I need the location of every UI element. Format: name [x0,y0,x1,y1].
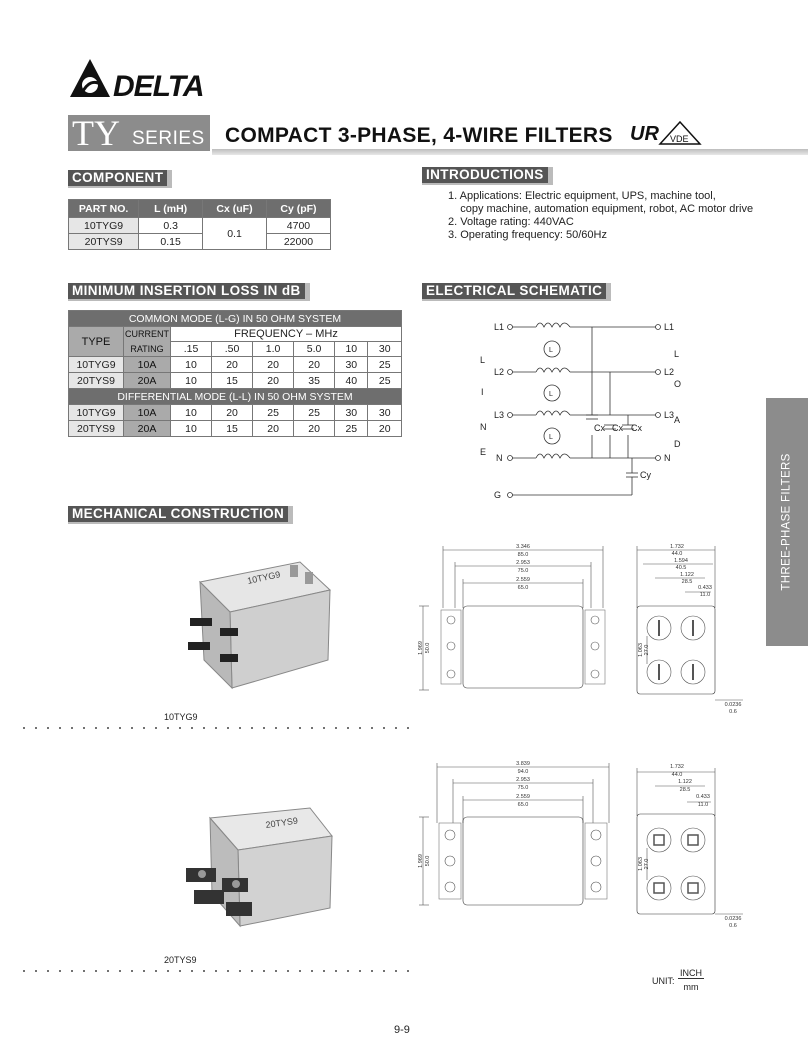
loss-cell: 10 [171,421,212,437]
rating-header-1: CURRENT [124,327,171,342]
series-letters: TY [72,113,120,153]
dim-label: 1.594 [674,558,688,564]
rating-cell: 10A [124,405,171,421]
freq-cell: .15 [171,342,212,357]
mechanical-heading: MECHANICAL CONSTRUCTION [68,506,293,524]
cx-label: Cx [612,423,623,433]
left-label: L3 [494,410,505,420]
dim-label: 1.122 [678,779,692,785]
intro-list [448,190,768,242]
dim-label: 0.6 [729,709,737,715]
dim-label: 1.063 [638,857,644,871]
l-cell: 0.3 [139,218,203,234]
rating-cell: 20A [124,421,171,437]
choke-label: L [549,434,553,441]
product-photo-20tys9 [180,798,340,948]
page-title: COMPACT 3-PHASE, 4-WIRE FILTERS [225,124,613,147]
dim-label: 1.732 [670,764,684,770]
dim-label: 28.5 [679,787,691,793]
cy-cell: 4700 [266,218,330,234]
loss-cell: 25 [368,357,402,373]
product-caption: 10TYG9 [164,712,198,722]
line-letter: I [481,387,484,397]
rating-cell: 20A [124,373,171,389]
col-part: PART NO. [69,200,139,218]
dim-label: 0.6 [729,923,737,929]
loss-cell: 25 [253,405,294,421]
rating-header-2: RATING [124,342,171,357]
unit-prefix: UNIT: [652,976,675,986]
l-cell: 0.15 [139,234,203,250]
product-caption: 20TYS9 [164,955,197,965]
loss-cell: 30 [368,405,402,421]
dim-label: 0.0236 [724,702,742,708]
type-cell: 10TYG9 [69,405,124,421]
cy-cell: 22000 [266,234,330,250]
series-word: SERIES [132,128,205,149]
loss-cell: 20 [368,421,402,437]
unit-mm: mm [683,982,699,992]
dim-label: 2.953 [516,777,530,783]
freq-cell: 1.0 [253,342,294,357]
type-cell: 20TYS9 [69,373,124,389]
dim-label: 75.0 [517,568,529,574]
dim-label: 94.0 [517,769,529,775]
dim-label: 50.0 [425,855,431,867]
drawing-20tys9-side [625,760,745,930]
title-underline [212,149,808,155]
unit-inch: INCH [680,968,702,978]
loss-cell: 10 [171,357,212,373]
dim-label: 0.0236 [724,916,742,922]
left-label: G [494,490,502,500]
loss-heading: MINIMUM INSERTION LOSS IN dB [68,283,310,301]
dim-label: 44.0 [671,772,683,778]
rating-cell: 10A [124,357,171,373]
line-letter: E [480,447,487,457]
dim-label: 0.433 [696,794,710,800]
certification-marks [628,118,704,148]
drawing-10tyg9-front [415,538,625,708]
dim-label: 1.732 [670,544,684,550]
schematic-heading: ELECTRICAL SCHEMATIC [422,283,611,301]
frequency-header: FREQUENCY – MHz [171,327,402,342]
freq-cell: 5.0 [294,342,335,357]
intro-item: copy machine, automation equipment, robot, AC motor drive [448,203,754,215]
dim-label: 27.0 [644,858,650,870]
dim-label: 2.559 [516,794,530,800]
vde-mark-icon: VDE [670,134,689,144]
dim-label: 65.0 [517,802,529,808]
part-cell: 20TYS9 [69,234,139,250]
loss-cell: 20 [212,357,253,373]
line-letter: N [480,422,487,432]
insertion-loss-table [68,310,402,437]
dim-label: 3.346 [516,544,530,550]
dim-label: 27.0 [644,644,650,656]
brand-name: DELTA [113,70,204,103]
intro-item: 1. Applications: Electric equipment, UPS, machine tool, [448,190,716,202]
drawing-10tyg9-side [625,538,745,718]
part-cell: 10TYG9 [69,218,139,234]
dim-label: 65.0 [517,585,529,591]
loss-cell: 20 [212,405,253,421]
col-cy: Cy (pF) [266,200,330,218]
dim-label: 1.063 [638,643,644,657]
dim-label: 11.0 [697,802,709,808]
ur-mark-icon: UR [630,123,659,145]
dim-label: 85.0 [517,552,529,558]
loss-cell: 40 [335,373,368,389]
loss-cell: 35 [294,373,335,389]
cx-cell: 0.1 [203,218,267,250]
component-table [68,199,331,250]
load-letter: L [674,349,680,359]
col-l: L (mH) [139,200,203,218]
loss-cell: 25 [368,373,402,389]
intro-item: 2. Voltage rating: 440VAC [448,216,574,228]
dim-label: 1.122 [680,572,694,578]
loss-cell: 20 [294,357,335,373]
dim-label: 44.0 [671,551,683,557]
dim-label: 11.0 [699,592,711,598]
cx-label: Cx [594,423,605,433]
dim-label: 1.969 [418,641,424,655]
loss-cell: 15 [212,373,253,389]
dim-label: 50.0 [425,642,431,654]
loss-cell: 20 [294,421,335,437]
loss-cell: 20 [253,357,294,373]
side-tab-label: THREE-PHASE FILTERS [781,453,793,591]
type-cell: 10TYG9 [69,357,124,373]
common-mode-title: COMMON MODE (L-G) IN 50 OHM SYSTEM [69,311,402,327]
dim-label: 3.839 [516,761,530,767]
loss-cell: 30 [335,357,368,373]
page-number: 9-9 [394,1024,410,1036]
choke-label: L [549,391,553,398]
right-label: L1 [664,322,675,332]
right-label: N [664,453,671,463]
intro-heading: INTRODUCTIONS [422,167,553,185]
loss-cell: 20 [253,373,294,389]
dim-label: 1.969 [418,854,424,868]
freq-cell: .50 [212,342,253,357]
load-letter: O [674,379,682,389]
product-label: 20TYS9 [264,815,299,830]
col-cx: Cx (uF) [203,200,267,218]
component-heading: COMPONENT [68,170,172,188]
loss-cell: 20 [253,421,294,437]
loss-cell: 25 [335,421,368,437]
electrical-schematic [470,315,690,505]
loss-cell: 15 [212,421,253,437]
divider-dots [18,727,412,729]
right-label: L2 [664,367,675,377]
dim-label: 28.5 [681,579,693,585]
left-label: N [496,453,503,463]
type-cell: 20TYS9 [69,421,124,437]
drawing-20tys9-front [415,755,625,925]
line-letter: L [480,355,486,365]
freq-cell: 10 [335,342,368,357]
dim-label: 75.0 [517,785,529,791]
load-letter: D [674,439,681,449]
dim-label: 40.5 [675,565,687,571]
load-letter: A [674,415,681,425]
product-label: 10TYG9 [246,569,282,586]
freq-cell: 30 [368,342,402,357]
dim-label: 2.559 [516,577,530,583]
right-label: L3 [664,410,675,420]
type-header: TYPE [69,327,124,357]
divider-dots [18,970,412,972]
cy-label: Cy [640,470,651,480]
choke-label: L [549,347,553,354]
dim-label: 2.953 [516,560,530,566]
diff-mode-title: DIFFERENTIAL MODE (L-L) IN 50 OHM SYSTEM [69,389,402,405]
cx-label: Cx [631,423,642,433]
left-label: L1 [494,322,505,332]
dim-label: 0.433 [698,585,712,591]
loss-cell: 25 [294,405,335,421]
loss-cell: 10 [171,405,212,421]
intro-item: 3. Operating frequency: 50/60Hz [448,229,607,241]
product-photo-10tyg9 [180,550,340,700]
loss-cell: 30 [335,405,368,421]
left-label: L2 [494,367,505,377]
loss-cell: 10 [171,373,212,389]
